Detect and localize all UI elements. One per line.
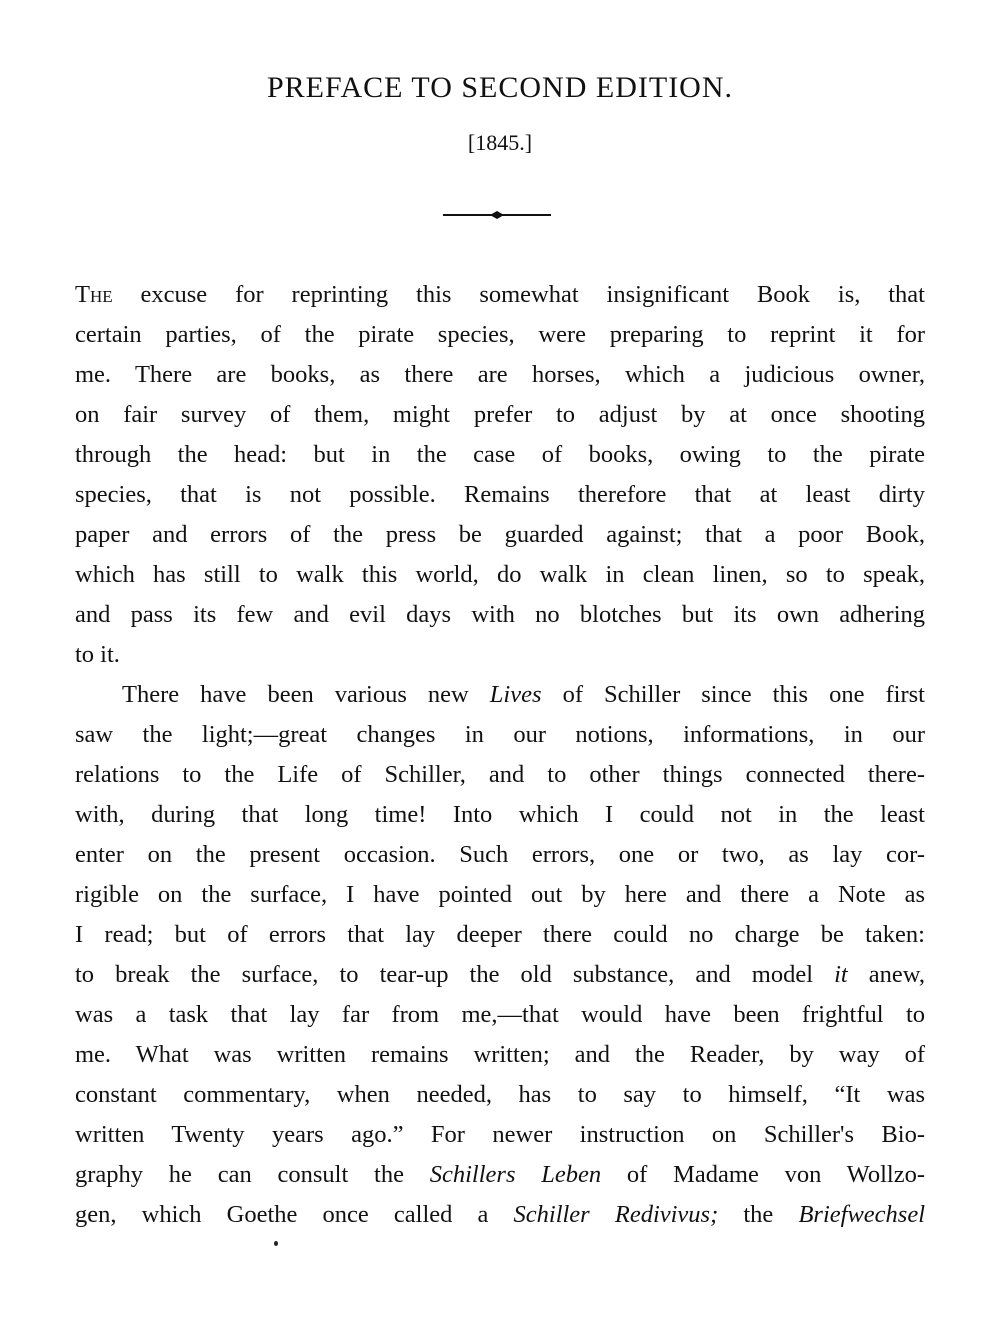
text-line: me. There are books, as there are horses, which a judicious owner, [75,361,925,388]
text-line: rigible on the surface, I have pointed out by here and there a Note as [75,881,925,908]
italic-word: it [834,961,848,988]
text-line [75,1195,925,1235]
italic-title: Schiller Redivivus; [513,1201,719,1228]
lead-word: The [75,281,113,308]
text-line: written Twenty years ago.” For newer instruction on Schiller's Bio- [75,1121,925,1148]
text-line: enter on the present occasion. Such errors, one or two, as lay cor- [75,841,925,868]
text-line: was a task that lay far from me,—that would have been frightful to [75,1001,925,1028]
text-line [122,675,925,715]
line-text: of Madame von Wollzo- [601,1161,925,1188]
text-line [75,275,925,315]
line-text: to break the surface, to tear-up the old substance, and model [75,961,835,988]
line-text: the [718,1201,799,1228]
ornament-divider-icon [443,208,551,222]
text-line: on fair survey of them, might prefer to adjust by at once shooting [75,401,925,428]
text-line: relations to the Life of Schiller, and to other things connected there- [75,761,925,788]
line-text: anew, [847,961,925,988]
text-line: species, that is not possible. Remains therefore that at least dirty [75,481,925,508]
text-line: with, during that long time! Into which I could not in the least [75,801,925,828]
italic-title: Lives [489,681,542,708]
text-line [75,955,925,995]
text-line: paper and errors of the press be guarded against; that a poor Book, [75,521,925,548]
edition-date: [1845.] [467,130,533,155]
text-line: certain parties, of the pirate species, were preparing to reprint it for [75,321,925,348]
text-line: I read; but of errors that lay deeper there could no charge be taken: [75,921,925,948]
text-line: saw the light;—great changes in our notions, informations, in our [75,721,925,748]
line-text: of Schiller since this one first [541,681,925,708]
line-text: excuse for reprinting this somewhat insignificant Book is, that [112,281,925,308]
print-mark [274,1241,278,1246]
line-text: graphy he can consult the [75,1161,430,1188]
text-line: and pass its few and evil days with no blotches but its own adhering [75,601,925,628]
text-line: to it. [75,641,120,668]
text-line: through the head: but in the case of books, owing to the pirate [75,441,925,468]
page-title: PREFACE TO SECOND EDITION. [266,71,734,104]
text-line: constant commentary, when needed, has to say to himself, “It was [75,1081,925,1108]
text-line: me. What was written remains written; and the Reader, by way of [75,1041,925,1068]
line-text: gen, which Goethe once called a [75,1201,514,1228]
italic-title: Briefwechsel [798,1201,925,1228]
text-line [75,1155,925,1195]
text-line: which has still to walk this world, do walk in clean linen, so to speak, [75,561,925,588]
italic-title: Schillers Leben [429,1161,602,1188]
line-text: There have been various new [122,681,490,708]
